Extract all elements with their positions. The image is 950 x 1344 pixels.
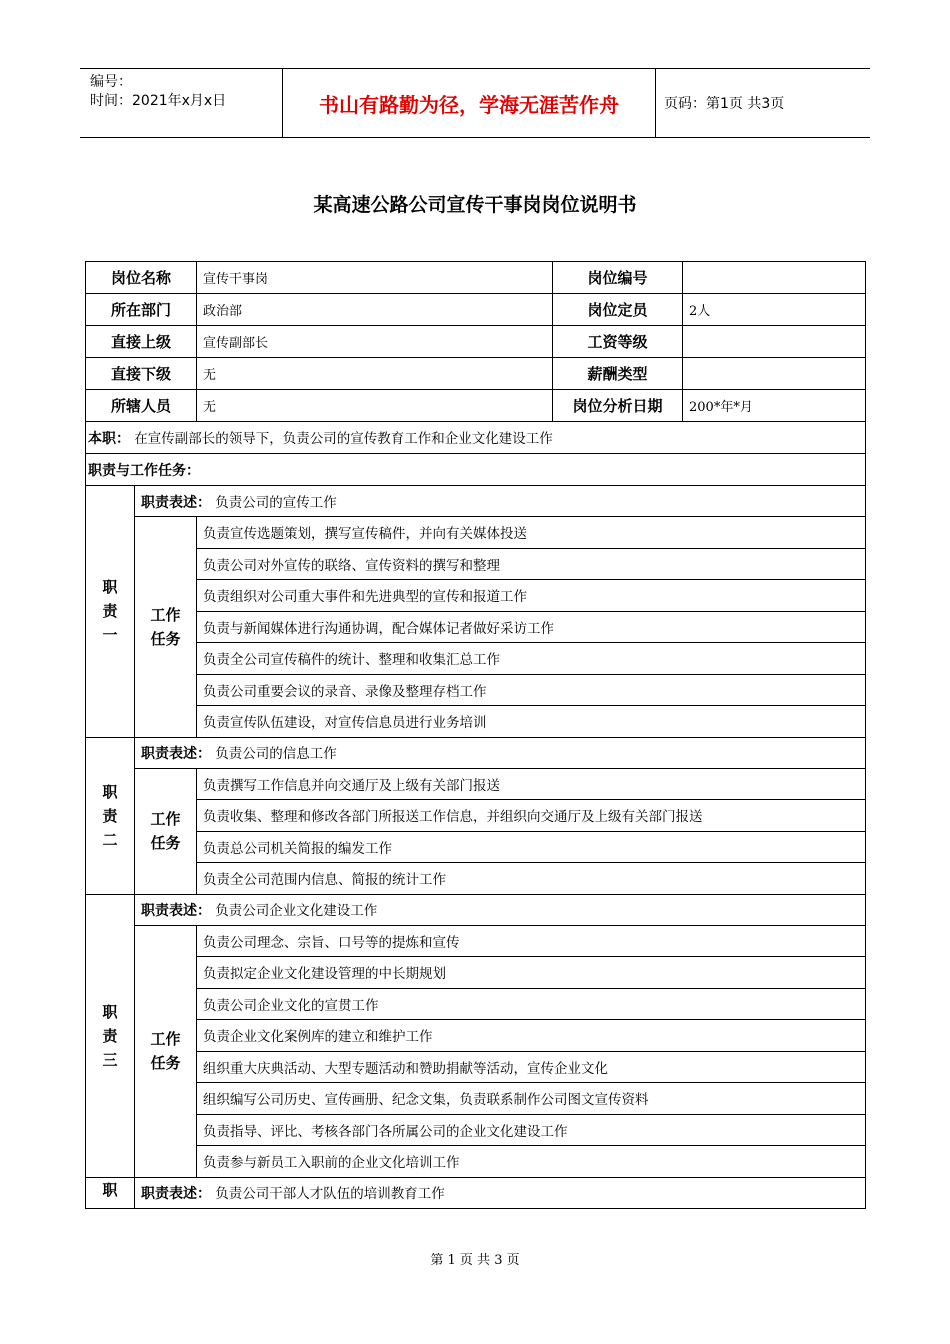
info-value: 无 xyxy=(197,358,553,390)
task-row xyxy=(86,674,866,706)
duties-heading-row xyxy=(86,454,866,486)
info-value-2: 200*年*月 xyxy=(683,390,866,422)
task-item: 负责宣传选题策划，撰写宣传稿件，并向有关媒体投送 xyxy=(197,517,866,549)
info-label-2: 工资等级 xyxy=(553,326,683,358)
info-value: 宣传副部长 xyxy=(197,326,553,358)
task-row xyxy=(86,768,866,800)
task-item: 负责企业文化案例库的建立和维护工作 xyxy=(197,1020,866,1052)
info-row xyxy=(86,294,866,326)
duty-name: 职 责 三 xyxy=(86,894,135,1177)
info-row xyxy=(86,358,866,390)
task-label: 工作 任务 xyxy=(135,768,197,894)
doc-code-label: 编号： xyxy=(90,74,132,90)
info-row xyxy=(86,262,866,294)
task-row xyxy=(86,988,866,1020)
info-label: 直接上级 xyxy=(86,326,197,358)
info-label-2: 岗位编号 xyxy=(553,262,683,294)
task-row xyxy=(86,643,866,675)
duty-name: 职 责 一 xyxy=(86,486,135,738)
duty-desc-label: 职责表述： xyxy=(141,1186,211,1202)
document-title: 某高速公路公司宣传干事岗岗位说明书 xyxy=(313,194,637,216)
task-item: 负责公司对外宣传的联络、宣传资料的撰写和整理 xyxy=(197,548,866,580)
task-row xyxy=(86,580,866,612)
task-item: 负责拟定企业文化建设管理的中长期规划 xyxy=(197,957,866,989)
summary-row xyxy=(86,422,866,454)
info-label-2: 岗位分析日期 xyxy=(553,390,683,422)
duty-desc-label: 职责表述： xyxy=(141,903,211,919)
duty-description xyxy=(135,1177,866,1208)
header-motto: 书山有路勤为径，学海无涯苦作舟 xyxy=(282,69,656,137)
job-description-table xyxy=(85,261,866,1209)
task-item: 负责公司理念、宗旨、口号等的提炼和宣传 xyxy=(197,925,866,957)
task-item: 负责收集、整理和修改各部门所报送工作信息，并组织向交通厅及上级有关部门报送 xyxy=(197,800,866,832)
task-row xyxy=(86,1020,866,1052)
duty-desc-row xyxy=(86,486,866,517)
task-item: 负责全公司宣传稿件的统计、整理和收集汇总工作 xyxy=(197,643,866,675)
task-row xyxy=(86,957,866,989)
info-label: 所在部门 xyxy=(86,294,197,326)
task-row xyxy=(86,925,866,957)
task-row xyxy=(86,611,866,643)
page-footer: 第 1 页 共 3 页 xyxy=(430,1253,520,1268)
duty-desc-row xyxy=(86,1177,866,1208)
info-label-2: 薪酬类型 xyxy=(553,358,683,390)
task-row xyxy=(86,548,866,580)
info-row xyxy=(86,326,866,358)
duty-description xyxy=(135,737,866,768)
task-item: 组织重大庆典活动、大型专题活动和赞助捐献等活动，宣传企业文化 xyxy=(197,1051,866,1083)
duty-desc-text: 负责公司的宣传工作 xyxy=(215,494,337,511)
task-item: 负责总公司机关简报的编发工作 xyxy=(197,831,866,863)
task-row xyxy=(86,800,866,832)
task-row xyxy=(86,1114,866,1146)
info-label: 所辖人员 xyxy=(86,390,197,422)
info-label: 岗位名称 xyxy=(86,262,197,294)
duty-name: 职 责 二 xyxy=(86,737,135,894)
duties-heading: 职责与工作任务： xyxy=(86,454,866,486)
duty-desc-label: 职责表述： xyxy=(141,494,211,511)
task-item: 负责公司企业文化的宣贯工作 xyxy=(197,988,866,1020)
doc-date: 时间：2021年x月x日 xyxy=(90,93,227,109)
task-item: 组织编写公司历史、宣传画册、纪念文集，负责联系制作公司图文宣传资料 xyxy=(197,1083,866,1115)
page-header xyxy=(80,68,870,138)
task-item: 负责参与新员工入职前的企业文化培训工作 xyxy=(197,1146,866,1178)
task-item: 负责宣传队伍建设，对宣传信息员进行业务培训 xyxy=(197,706,866,738)
info-value-2 xyxy=(683,326,866,358)
info-value-2 xyxy=(683,358,866,390)
task-label: 工作 任务 xyxy=(135,517,197,738)
info-value: 无 xyxy=(197,390,553,422)
info-value: 政治部 xyxy=(197,294,553,326)
info-value: 宣传干事岗 xyxy=(197,262,553,294)
info-value-2: 2人 xyxy=(683,294,866,326)
duty-description xyxy=(135,486,866,517)
task-item: 负责全公司范围内信息、简报的统计工作 xyxy=(197,863,866,895)
task-item: 负责与新闻媒体进行沟通协调，配合媒体记者做好采访工作 xyxy=(197,611,866,643)
header-left xyxy=(90,73,226,111)
info-label-2: 岗位定员 xyxy=(553,294,683,326)
duty-desc-text: 负责公司干部人才队伍的培训教育工作 xyxy=(215,1186,445,1202)
task-row xyxy=(86,863,866,895)
task-row xyxy=(86,1051,866,1083)
task-item: 负责指导、评比、考核各部门各所属公司的企业文化建设工作 xyxy=(197,1114,866,1146)
duty-desc-label: 职责表述： xyxy=(141,746,211,762)
info-label: 直接下级 xyxy=(86,358,197,390)
summary-label: 本职： xyxy=(88,431,130,447)
duty-desc-text: 负责公司的信息工作 xyxy=(215,746,337,762)
task-row xyxy=(86,706,866,738)
task-row xyxy=(86,1146,866,1178)
task-item: 负责组织对公司重大事件和先进典型的宣传和报道工作 xyxy=(197,580,866,612)
task-item: 负责撰写工作信息并向交通厅及上级有关部门报送 xyxy=(197,768,866,800)
task-label: 工作 任务 xyxy=(135,925,197,1177)
duty-desc-text: 负责公司企业文化建设工作 xyxy=(215,903,378,919)
header-page-info: 页码：第1页 共3页 xyxy=(664,96,785,112)
task-item: 负责公司重要会议的录音、录像及整理存档工作 xyxy=(197,674,866,706)
duty-description xyxy=(135,894,866,925)
task-row xyxy=(86,517,866,549)
summary-text: 在宣传副部长的领导下，负责公司的宣传教育工作和企业文化建设工作 xyxy=(134,431,553,447)
duty-desc-row xyxy=(86,894,866,925)
info-value-2 xyxy=(683,262,866,294)
task-row xyxy=(86,831,866,863)
task-row xyxy=(86,1083,866,1115)
duty-name: 职 xyxy=(86,1177,135,1208)
info-row xyxy=(86,390,866,422)
duty-desc-row xyxy=(86,737,866,768)
summary-cell xyxy=(86,422,866,454)
